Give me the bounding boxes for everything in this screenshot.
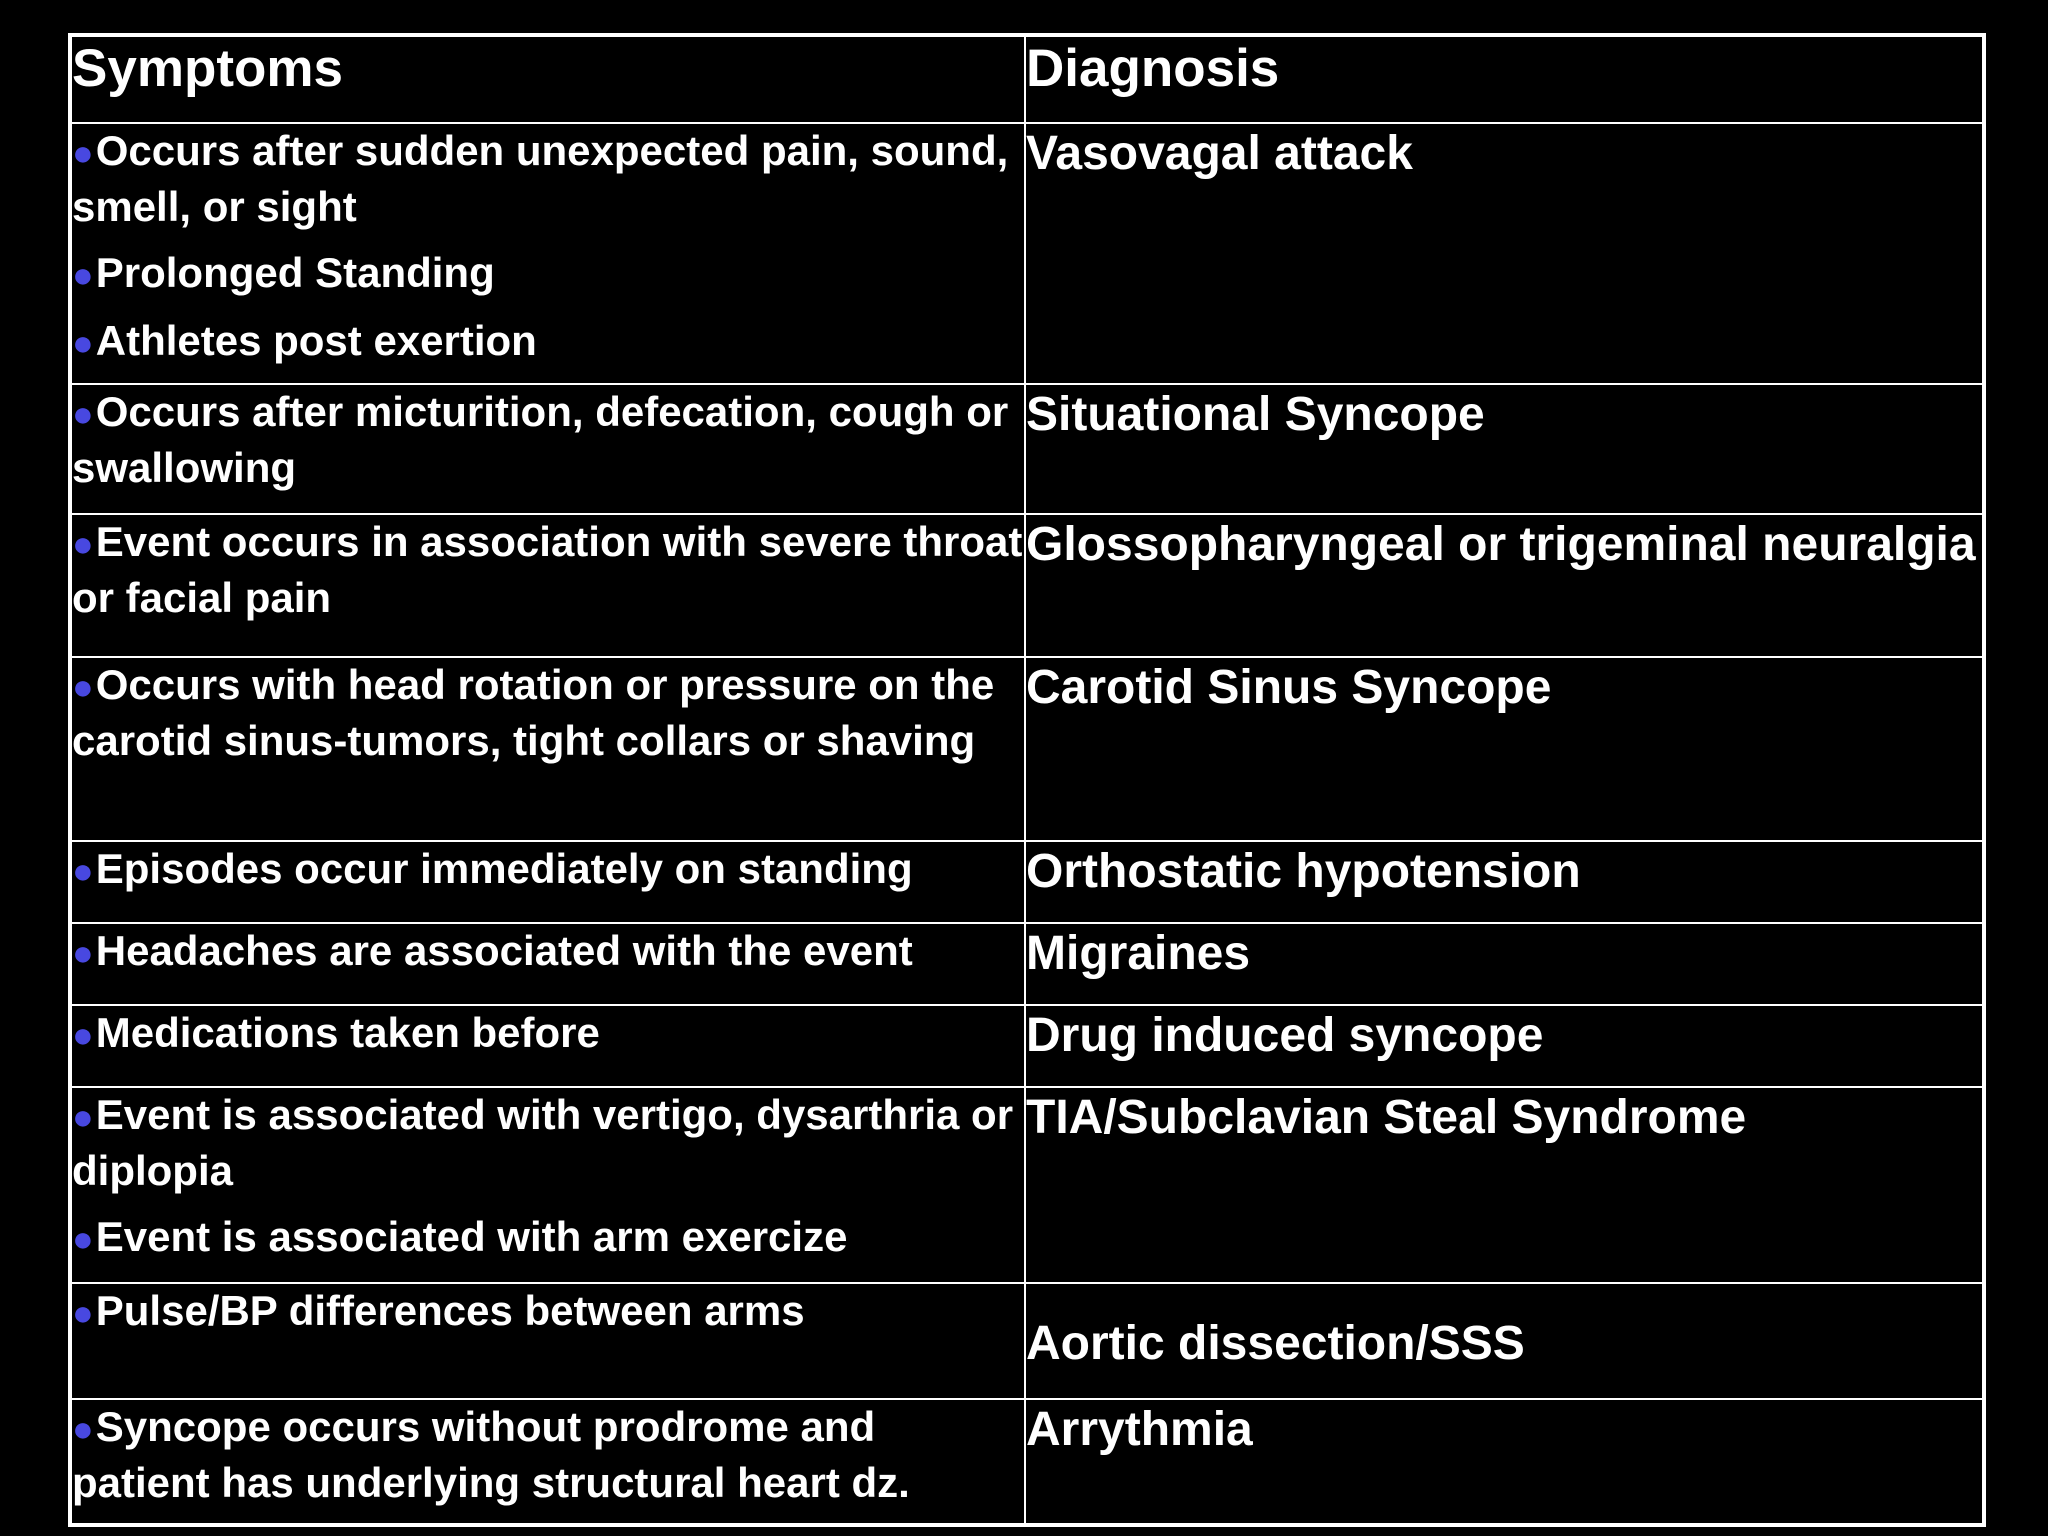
header-row [70, 35, 1984, 123]
bullet-dot-icon: ● [72, 1292, 94, 1333]
bullet-dot-icon: ● [72, 132, 94, 173]
table-row [70, 1283, 1984, 1399]
diagnosis-cell: Arrythmia [1025, 1399, 1984, 1525]
symptoms-cell [70, 514, 1025, 657]
symptom-item: ●Occurs with head rotation or pressure on the carotid sinus-tumors, tight collars or shaving [72, 661, 995, 764]
table-row [70, 384, 1984, 514]
bullet-dot-icon: ● [72, 1218, 94, 1259]
bullet-dot-icon: ● [72, 393, 94, 434]
symptoms-cell [70, 1283, 1025, 1399]
bullet-dot-icon: ● [72, 1408, 94, 1449]
symptom-item: ●Prolonged Standing [72, 249, 495, 296]
symptom-item: ●Event is associated with vertigo, dysarthria or diplopia [72, 1091, 1014, 1194]
symptom-item: ●Medications taken before [72, 1009, 600, 1056]
bullet-dot-icon: ● [72, 850, 94, 891]
symptom-item: ●Pulse/BP differences between arms [72, 1287, 805, 1334]
bullet-dot-icon: ● [72, 322, 94, 363]
bullet-dot-icon: ● [72, 523, 94, 564]
symptoms-cell [70, 384, 1025, 514]
table-row [70, 657, 1984, 841]
table-row [70, 123, 1984, 384]
symptom-item: ●Occurs after sudden unexpected pain, sound, smell, or sight [72, 127, 1009, 230]
symptom-item: ●Episodes occur immediately on standing [72, 845, 913, 892]
table-row [70, 1005, 1984, 1087]
diagnosis-cell: Orthostatic hypotension [1025, 841, 1984, 923]
symptom-item: ●Syncope occurs without prodrome and patient has underlying structural heart dz. [72, 1403, 910, 1506]
bullet-dot-icon: ● [72, 1014, 94, 1055]
diagnosis-text: Aortic dissection/SSS [1026, 1317, 1525, 1370]
bullet-dot-icon: ● [72, 254, 94, 295]
diagnosis-cell: Situational Syncope [1025, 384, 1984, 514]
symptoms-cell [70, 657, 1025, 841]
diagnosis-cell: Carotid Sinus Syncope [1025, 657, 1984, 841]
symptoms-cell [70, 1087, 1025, 1283]
symptoms-header: Symptoms [70, 35, 1025, 123]
symptom-item: ●Athletes post exertion [72, 317, 537, 364]
symptom-item: ●Event occurs in association with severe throat or facial pain [72, 518, 1023, 621]
symptom-item: ●Event is associated with arm exercize [72, 1213, 848, 1260]
table-row [70, 1399, 1984, 1525]
table-row [70, 923, 1984, 1005]
bullet-dot-icon: ● [72, 666, 94, 707]
symptom-item: ●Occurs after micturition, defecation, cough or swallowing [72, 388, 1009, 491]
bullet-dot-icon: ● [72, 932, 94, 973]
symptoms-cell [70, 1399, 1025, 1525]
symptom-item: ●Headaches are associated with the event [72, 927, 913, 974]
table-row [70, 841, 1984, 923]
symptoms-cell [70, 841, 1025, 923]
symptoms-cell [70, 123, 1025, 384]
diagnosis-cell [1025, 1283, 1984, 1399]
bullet-dot-icon: ● [72, 1096, 94, 1137]
diagnosis-cell: Migraines [1025, 923, 1984, 1005]
symptoms-cell [70, 923, 1025, 1005]
symptoms-diagnosis-table [68, 33, 1986, 1527]
diagnosis-header: Diagnosis [1025, 35, 1984, 123]
symptoms-cell [70, 1005, 1025, 1087]
table-row [70, 514, 1984, 657]
table-row [70, 1087, 1984, 1283]
diagnosis-cell: Vasovagal attack [1025, 123, 1984, 384]
diagnosis-cell: Glossopharyngeal or trigeminal neuralgia [1025, 514, 1984, 657]
diagnosis-cell: Drug induced syncope [1025, 1005, 1984, 1087]
diagnosis-cell: TIA/Subclavian Steal Syndrome [1025, 1087, 1984, 1283]
